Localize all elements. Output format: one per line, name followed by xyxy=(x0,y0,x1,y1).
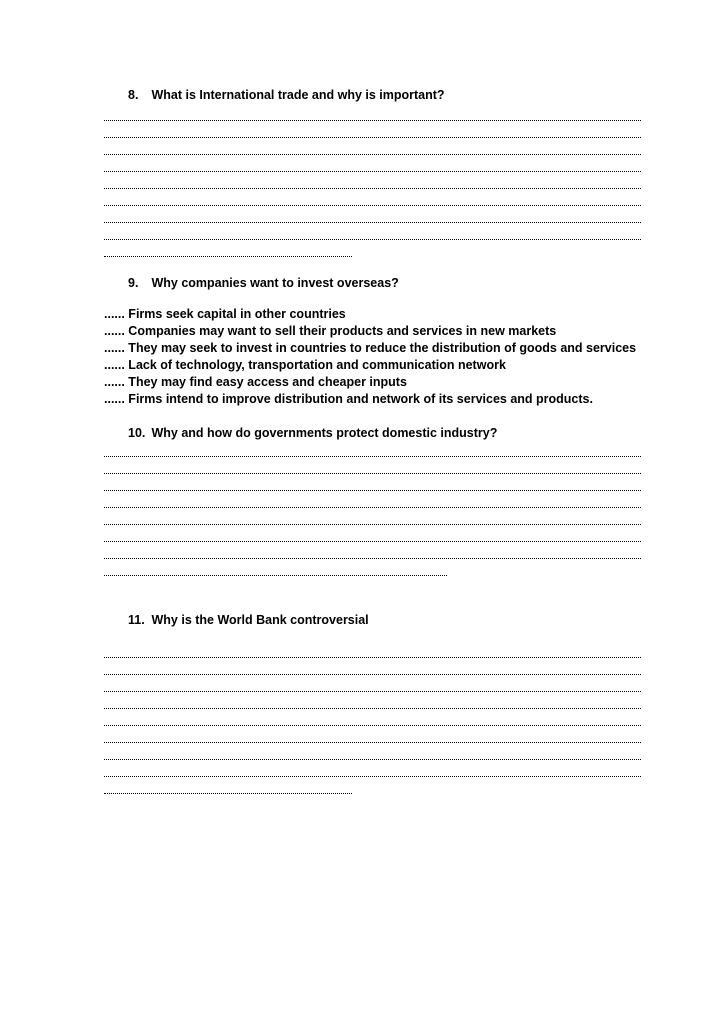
answer-line xyxy=(104,678,641,695)
answer-option: ...... They may seek to invest in countries to reduce the distribution of goods and services xyxy=(104,341,637,355)
answer-line xyxy=(104,644,641,661)
answer-line xyxy=(104,528,641,545)
question-9 xyxy=(128,276,399,290)
answer-line xyxy=(104,511,641,528)
answer-line xyxy=(104,175,641,192)
answer-option: ...... They may find easy access and cheaper inputs xyxy=(104,375,407,389)
answer-option: ...... Companies may want to sell their products and services in new markets xyxy=(104,324,557,338)
answer-line xyxy=(104,226,641,243)
answer-line xyxy=(104,141,641,158)
question-text: What is International trade and why is important? xyxy=(151,88,445,102)
answer-line xyxy=(104,158,641,175)
answer-line xyxy=(104,443,641,460)
answer-line xyxy=(104,729,641,746)
answer-option: ...... Firms intend to improve distribution and network of its services and products. xyxy=(104,392,593,406)
question-number: 8. xyxy=(128,88,139,102)
answer-option: ...... Firms seek capital in other countries xyxy=(104,307,346,321)
answer-line xyxy=(104,107,641,124)
question-text: Why is the World Bank controversial xyxy=(151,613,369,627)
question-number: 10. xyxy=(128,426,146,440)
answer-line xyxy=(104,209,641,226)
answer-line xyxy=(104,545,641,562)
question-10 xyxy=(128,426,497,440)
answer-line xyxy=(104,562,447,579)
answer-line xyxy=(104,494,641,511)
answer-line xyxy=(104,746,641,763)
answer-line xyxy=(104,780,352,797)
answer-line xyxy=(104,124,641,141)
answer-line xyxy=(104,695,641,712)
answer-line xyxy=(104,460,641,477)
answer-line xyxy=(104,477,641,494)
answer-line xyxy=(104,661,641,678)
answer-line xyxy=(104,192,641,209)
answer-option: ...... Lack of technology, transportation and communication network xyxy=(104,358,506,372)
answer-line xyxy=(104,763,641,780)
answer-line xyxy=(104,712,641,729)
question-number: 9. xyxy=(128,276,139,290)
question-11 xyxy=(128,613,369,627)
question-text: Why and how do governments protect domestic industry? xyxy=(151,426,498,440)
answer-line xyxy=(104,243,352,260)
question-text: Why companies want to invest overseas? xyxy=(151,276,399,290)
question-8 xyxy=(128,88,445,102)
question-number: 11. xyxy=(128,613,145,627)
